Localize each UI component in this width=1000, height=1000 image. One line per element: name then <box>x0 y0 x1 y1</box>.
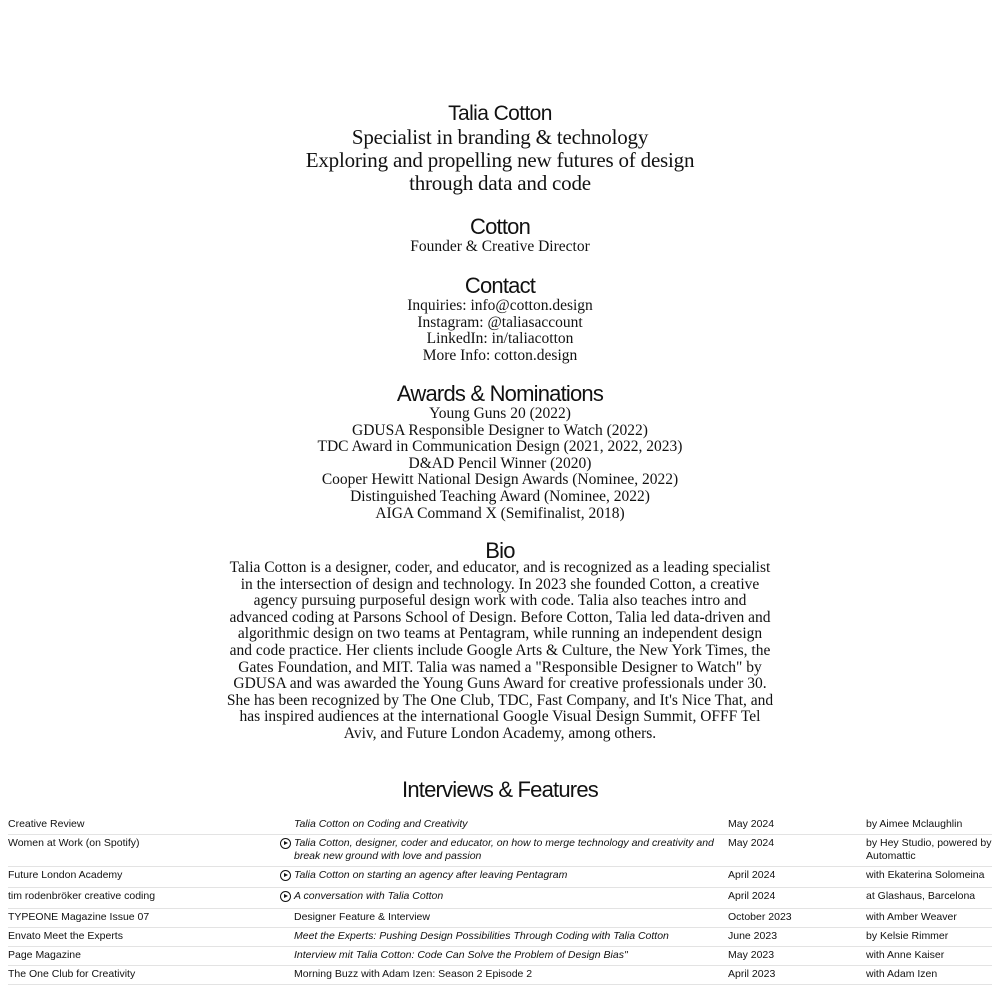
interview-title-link[interactable]: Talia Cotton on starting an agency after leaving Pentagram <box>294 867 728 888</box>
award-item: Young Guns 20 (2022) <box>429 405 571 422</box>
play-icon <box>280 870 291 881</box>
company-role: Founder & Creative Director <box>410 238 590 255</box>
interview-date: April 2023 <box>728 966 866 985</box>
interview-icon-cell <box>280 966 294 985</box>
interview-credit: by Aimee Mclaughlin <box>866 816 992 835</box>
award-item: Distinguished Teaching Award (Nominee, 2022) <box>350 487 650 505</box>
contact-linkedin-link[interactable]: LinkedIn: in/taliacotton <box>426 330 574 348</box>
contact-inquiries-link[interactable]: Inquiries: info@cotton.design <box>407 297 593 314</box>
tagline-line-2: Exploring and propelling new futures of design <box>305 148 695 172</box>
interview-title-link[interactable]: Designer Feature & Interview <box>294 909 728 928</box>
interview-icon-cell <box>280 888 294 909</box>
interview-icon-cell <box>280 835 294 867</box>
interview-icon-cell <box>280 816 294 835</box>
interview-credit: with Ekaterina Solomeina <box>866 867 992 888</box>
interview-credit: by Kelsie Rimmer <box>866 928 992 947</box>
award-item: Cooper Hewitt National Design Awards (Nominee, 2022) <box>321 471 679 489</box>
interview-date: May 2024 <box>728 816 866 835</box>
interview-icon-cell <box>280 909 294 928</box>
interview-row[interactable] <box>8 947 992 966</box>
play-icon <box>280 838 291 849</box>
interview-date: June 2023 <box>728 928 866 947</box>
site-name[interactable]: Talia Cotton <box>448 102 552 125</box>
interview-row[interactable] <box>8 867 992 888</box>
interviews-title-wrap <box>0 778 1000 802</box>
tagline-line-1: Specialist in branding & technology <box>351 125 649 149</box>
interview-icon-cell <box>280 947 294 966</box>
interview-row[interactable] <box>8 816 992 835</box>
interview-title-link[interactable]: Talia Cotton on Coding and Creativity <box>294 816 728 835</box>
interview-credit: with Adam Izen <box>866 966 992 985</box>
bio-title: Bio <box>485 538 515 563</box>
award-item: AIGA Command X (Semifinalist, 2018) <box>375 504 625 522</box>
interview-outlet: Future London Academy <box>8 867 280 888</box>
interview-outlet: tim rodenbröker creative coding <box>8 888 280 909</box>
interview-row[interactable] <box>8 928 992 947</box>
interview-row[interactable] <box>8 888 992 909</box>
bio-text: Talia Cotton is a designer, coder, and educator, and is recognized as a leading specialist in the intersection of design and technology. In 2023 she founded Cotton, a creative agency pursuing purposeful design work with code. Talia also teaches intro and advanced coding at Parsons School of Design. Before Cotton, Talia led data-driven and algorithmic design on two teams at Pentagram, while running an independent design and code practice. Her clients include Google Arts & Culture, the New York Times, the Gates Foundation, and MIT. Talia was named a "Responsible Designer to Watch" by GDUSA and was awarded the Young Guns Award for creative professionals under 30. She has been recognized by The One Club, TDC, Fast Company, and It's Nice That, and has inspired audiences at the international Google Visual Design Summit, OFFF Tel Aviv, and Future London Academy, among others. <box>226 559 774 742</box>
interview-date: April 2024 <box>728 888 866 909</box>
interview-date: May 2023 <box>728 947 866 966</box>
interview-row[interactable] <box>8 909 992 928</box>
tagline-line-3: through data and code <box>409 171 591 195</box>
contact-more-info-link[interactable]: More Info: cotton.design <box>422 346 578 364</box>
interview-row[interactable] <box>8 835 992 867</box>
interview-outlet: The One Club for Creativity <box>8 966 280 985</box>
interview-title-link[interactable]: Talia Cotton, designer, coder and educator, on how to merge technology and creativity and break new ground with love and passion <box>294 835 728 867</box>
interview-icon-cell <box>280 928 294 947</box>
interview-credit: with Anne Kaiser <box>866 947 992 966</box>
interview-title-link[interactable]: Meet the Experts: Pushing Design Possibilities Through Coding with Talia Cotton <box>294 928 728 947</box>
interview-date: May 2024 <box>728 835 866 867</box>
interview-row[interactable] <box>8 966 992 985</box>
header <box>0 102 1000 195</box>
contact-section <box>0 274 1000 364</box>
interviews-title: Interviews & Features <box>402 777 598 802</box>
awards-section <box>0 382 1000 522</box>
interview-title-link[interactable]: A conversation with Talia Cotton <box>294 888 728 909</box>
contact-title: Contact <box>464 273 536 298</box>
interviews-table <box>8 816 992 985</box>
contact-instagram-link[interactable]: Instagram: @taliasaccount <box>417 313 583 331</box>
interview-date: October 2023 <box>728 909 866 928</box>
awards-title: Awards & Nominations <box>396 381 604 406</box>
bio-section <box>225 560 775 743</box>
award-item: D&AD Pencil Winner (2020) <box>408 454 592 472</box>
interview-outlet: Women at Work (on Spotify) <box>8 835 280 867</box>
interview-outlet: TYPEONE Magazine Issue 07 <box>8 909 280 928</box>
interview-icon-cell <box>280 867 294 888</box>
interview-outlet: Creative Review <box>8 816 280 835</box>
interview-credit: at Glashaus, Barcelona <box>866 888 992 909</box>
award-item: TDC Award in Communication Design (2021, 2022, 2023) <box>317 438 683 456</box>
award-item: GDUSA Responsible Designer to Watch (2022) <box>352 421 648 439</box>
interview-title-link[interactable]: Interview mit Talia Cotton: Code Can Solve the Problem of Design Bias" <box>294 947 728 966</box>
interview-credit: with Amber Weaver <box>866 909 992 928</box>
interview-title-link[interactable]: Morning Buzz with Adam Izen: Season 2 Episode 2 <box>294 966 728 985</box>
play-icon <box>280 891 291 902</box>
company-title: Cotton <box>469 214 531 239</box>
interview-date: April 2024 <box>728 867 866 888</box>
interview-credit: by Hey Studio, powered by Automattic <box>866 835 992 867</box>
interview-outlet: Page Magazine <box>8 947 280 966</box>
company-section <box>0 215 1000 256</box>
interview-outlet: Envato Meet the Experts <box>8 928 280 947</box>
